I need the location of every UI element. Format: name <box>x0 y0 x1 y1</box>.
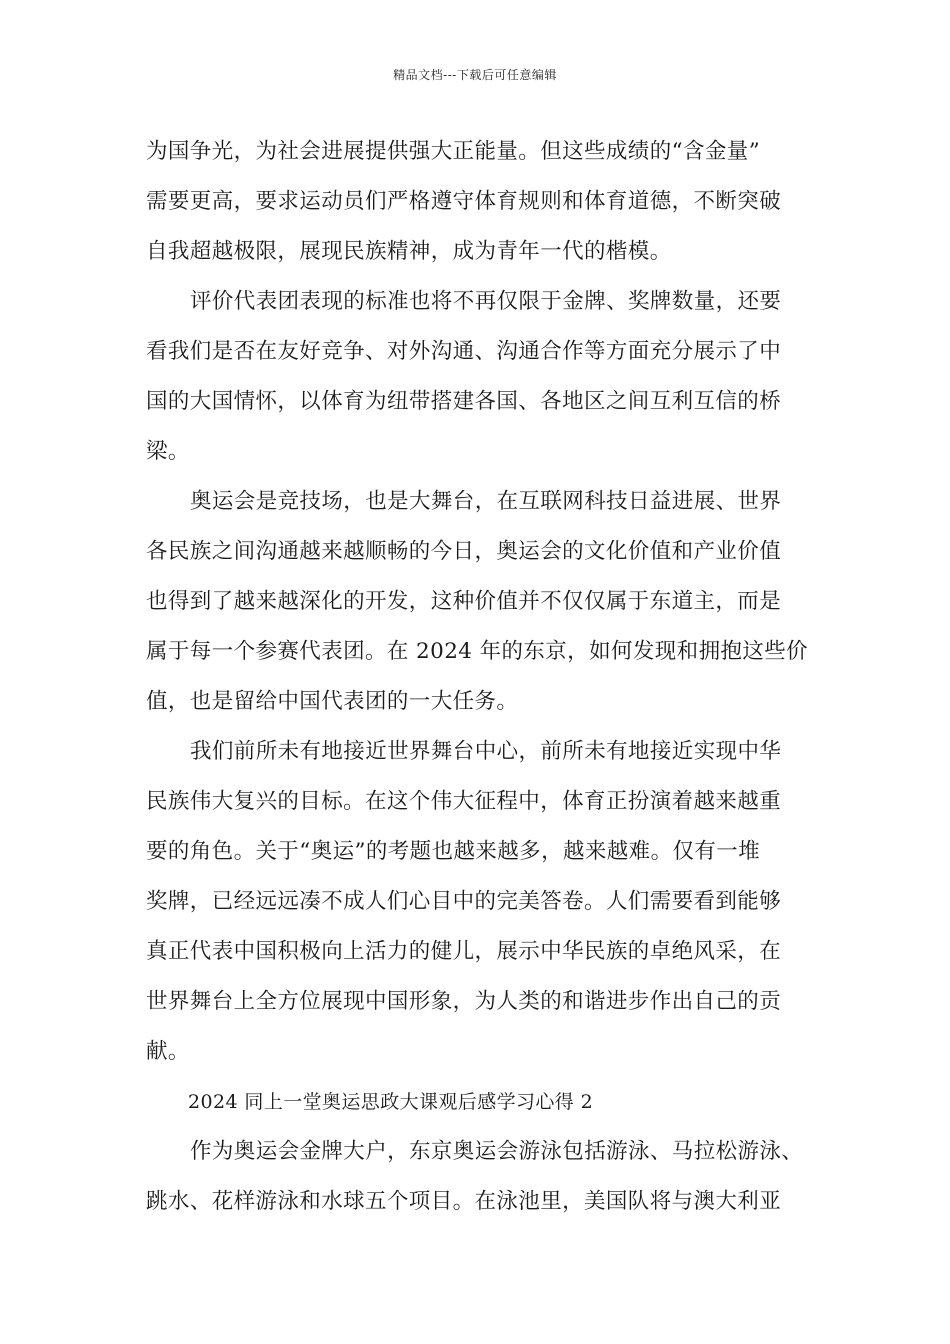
section-heading: 2024 同上一堂奥运思政大课观后感学习心得 2 <box>188 1091 594 1113</box>
text-line: 民族伟大复兴的目标。在这个伟大征程中，体育正扮演着越来越重 <box>146 789 782 814</box>
text-line: 看我们是否在友好竞争、对外沟通、沟通合作等方面充分展示了中 <box>146 339 782 364</box>
text-line: 国的大国情怀，以体育为纽带搭建各国、各地区之间互利互信的桥 <box>146 389 782 414</box>
text-line: 自我超越极限，展现民族精神，成为青年一代的楷模。 <box>146 239 672 264</box>
text-line: 梁。 <box>146 439 190 464</box>
text-line: 需要更高，要求运动员们严格遵守体育规则和体育道德，不断突破 <box>146 189 782 214</box>
text-line: 献。 <box>146 1039 190 1064</box>
page-header: 精品文档---下载后可任意编辑 <box>393 68 557 82</box>
text-line: 评价代表团表现的标准也将不再仅限于金牌、奖牌数量，还要 <box>190 289 782 314</box>
document-body <box>146 127 836 1227</box>
text-line: 为国争光，为社会进展提供强大正能量。但这些成绩的“含金量” <box>146 139 761 164</box>
text-line: 要的角色。关于“奥运”的考题也越来越多，越来越难。仅有一堆 <box>146 839 761 864</box>
text-line: 也得到了越来越深化的开发，这种价值并不仅仅属于东道主，而是 <box>146 589 782 614</box>
text-line: 各民族之间沟通越来越顺畅的今日，奥运会的文化价值和产业价值 <box>146 539 782 564</box>
text-line: 作为奥运会金牌大户，东京奥运会游泳包括游泳、马拉松游泳、 <box>190 1139 804 1164</box>
text-line: 真正代表中国积极向上活力的健儿，展示中华民族的卓绝风采，在 <box>146 939 782 964</box>
text-line: 跳水、花样游泳和水球五个项目。在泳池里，美国队将与澳大利亚 <box>146 1189 782 1214</box>
text-line: 世界舞台上全方位展现中国形象，为人类的和谐进步作出自己的贡 <box>146 989 782 1014</box>
text-line: 奖牌，已经远远凑不成人们心目中的完美答卷。人们需要看到能够 <box>146 889 782 914</box>
text-line: 值，也是留给中国代表团的一大任务。 <box>146 689 519 714</box>
text-line: 奥运会是竞技场，也是大舞台，在互联网科技日益进展、世界 <box>190 489 782 514</box>
text-line: 我们前所未有地接近世界舞台中心，前所未有地接近实现中华 <box>190 739 782 764</box>
text-line: 属于每一个参赛代表团。在 2024 年的东京，如何发现和拥抱这些价 <box>146 639 809 664</box>
